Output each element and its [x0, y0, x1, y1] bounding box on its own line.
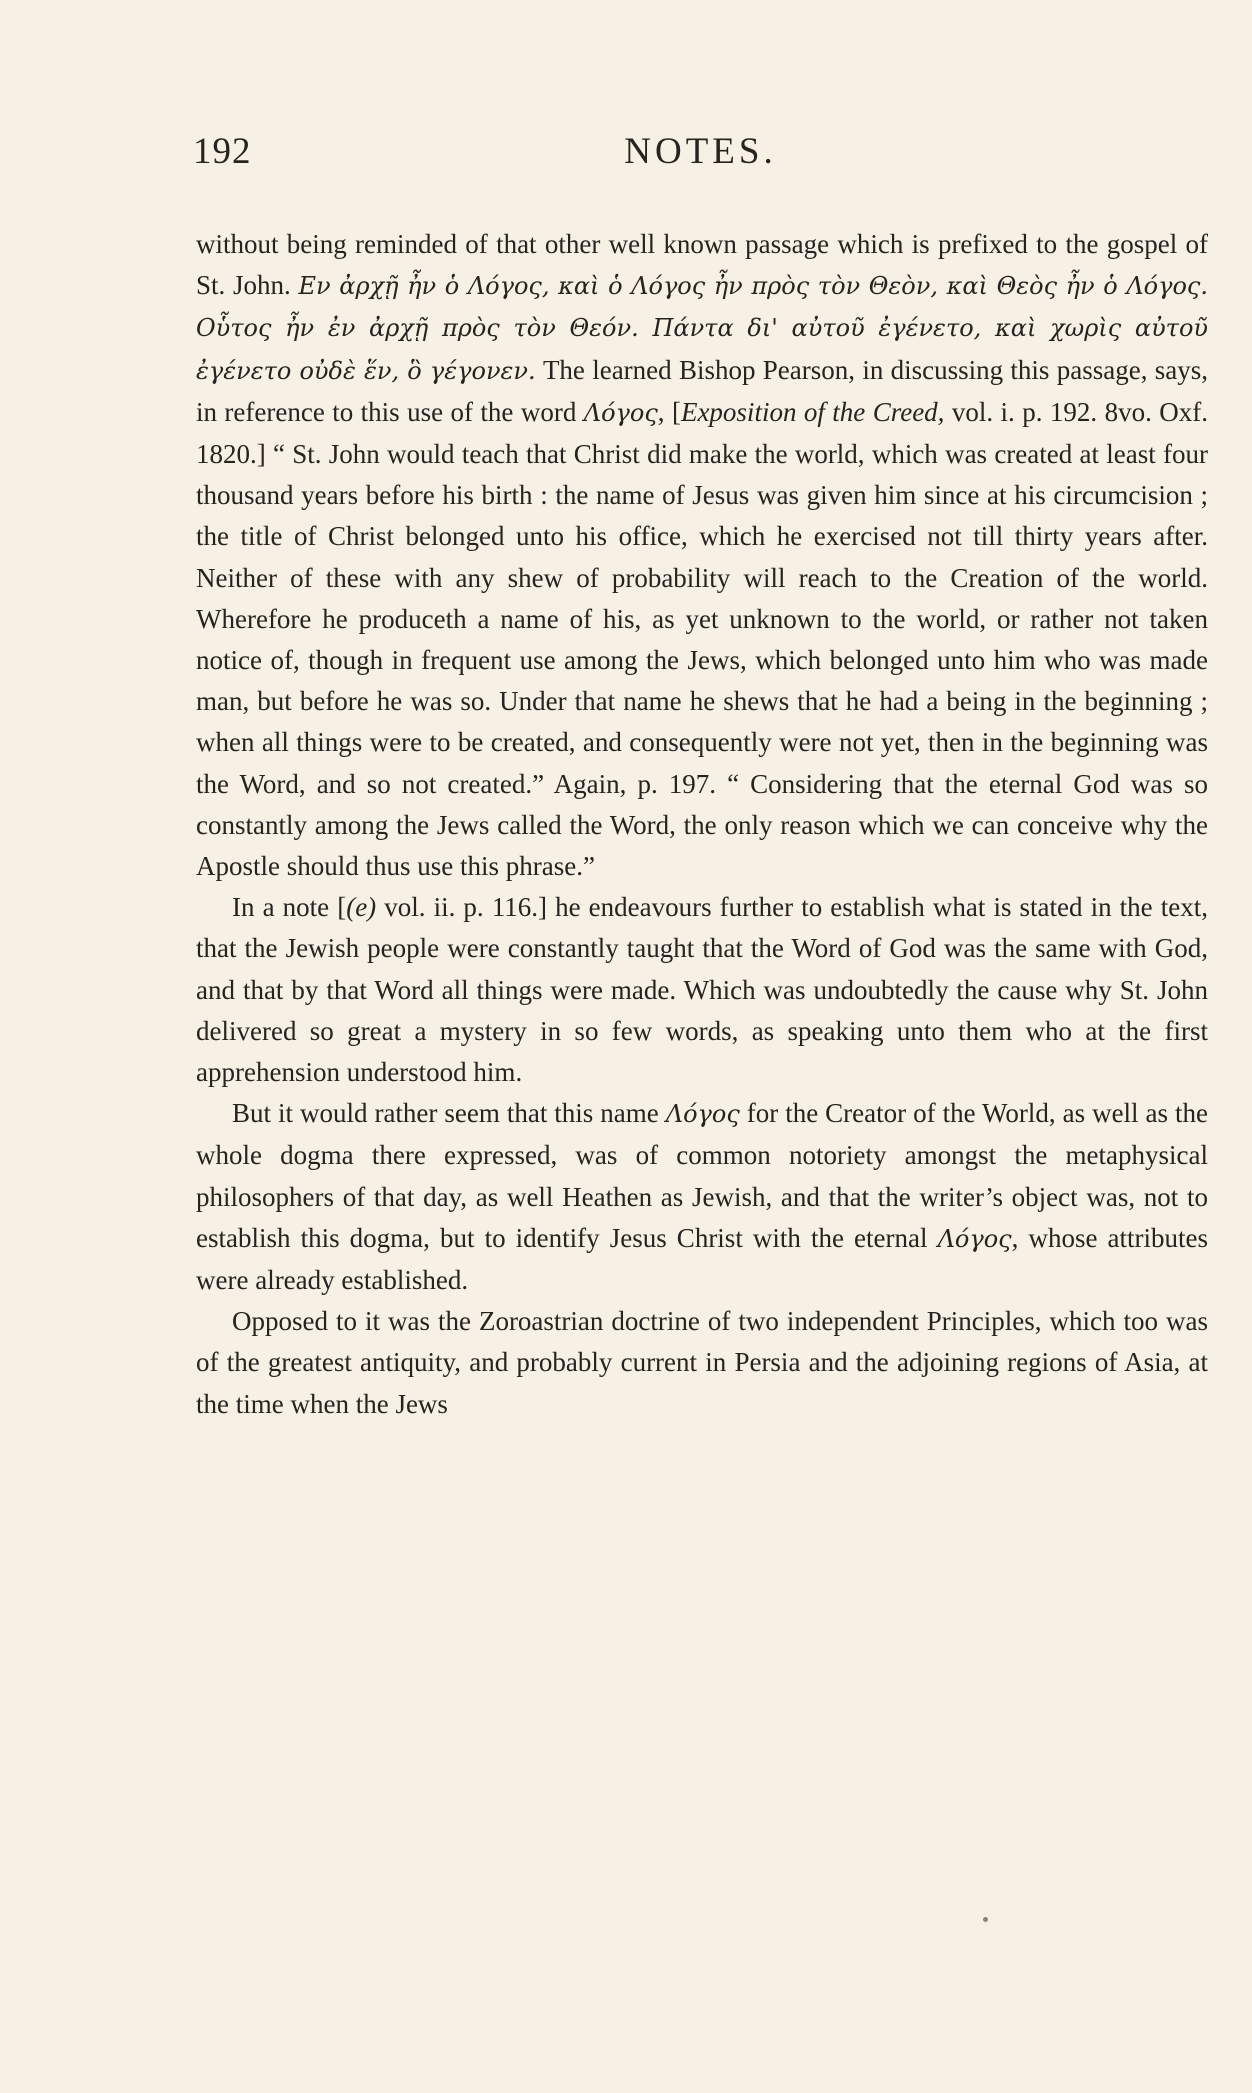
body-text-segment: But it would rather seem that this name: [232, 1098, 666, 1129]
paragraph-p2: [196, 887, 1208, 1093]
body-text-segment: Opposed to it was the Zoroastrian doctrine of two independent Principles, which too was of the greatest antiquity, and probably current in Persia and the adjoining regions of Asia, at the time when the Jews: [196, 1306, 1208, 1419]
page-header: [193, 130, 1208, 180]
body-text-segment: , whose attributes were already established.: [196, 1222, 1208, 1296]
body-text-segment: In a note [: [232, 892, 347, 923]
greek-text: Λόγος: [665, 1100, 740, 1129]
paragraph-p3: [196, 1093, 1208, 1301]
body-text-segment: The learned Bishop Pearson, in discussing this passage, says, in reference to this use of the word: [196, 354, 1209, 427]
greek-text: Λόγος: [937, 1224, 1012, 1253]
notes-body-text: [196, 224, 1208, 1425]
paragraph-p1: [196, 224, 1208, 887]
greek-text: Εν ἀρχῇ ἦν ὁ Λόγος, καὶ ὁ Λόγος ἦν πρὸς τὸν Θεὸν, καὶ Θεὸς ἦν ὁ Λόγος. Οὗτος ἦν ἐν ἀρχῇ πρὸς τὸν Θεόν. Πάντα δι' αὐτοῦ ἐγένετο, καὶ χωρὶς αὐτοῦ ἐγένετο οὐδὲ ἕν, ὃ γέγονεν.: [196, 272, 1208, 385]
body-text-segment: , [: [657, 396, 681, 427]
italic-text: Exposition of the Creed,: [680, 396, 945, 427]
page-number: 192: [193, 131, 252, 172]
running-title: NOTES.: [624, 131, 777, 172]
paper-speck: [983, 1917, 988, 1922]
italic-text: (e): [346, 892, 377, 923]
paragraph-p4: [196, 1301, 1208, 1425]
body-text-segment: for the Creator of the World, as well as the whole dogma there expressed, was of common notoriety amongst the metaphysical philosophers of that day, as well Heathen as Jewish, and that the writer’s object was, not to establish this dogma, but to identify Jesus Christ with the eternal: [196, 1098, 1208, 1253]
body-text-segment: vol. i. p. 192. 8vo. Oxf. 1820.] “ St. John would teach that Christ did make the world, which was created at least four thousand years before his birth : the name of Jesus was given him since at his circumcision ; the title of Christ belonged unto his office, which he exercised not till thirty years after. Neither of these with any shew of probability will reach to the Creation of the world. Wherefore he produceth a name of his, as yet unknown to the world, or rather not taken notice of, though in frequent use among the Jews, which belonged unto him who was made man, but before he was so. Under that name he shews that he had a being in the beginning ; when all things were to be created, and consequently were not yet, then in the beginning was the Word, and so not created.” Again, p. 197. “ Considering that the eternal God was so constantly among the Jews called the Word, the only reason which we can conceive why the Apostle should thus use this phrase.”: [196, 396, 1208, 882]
greek-text: Λόγος: [583, 398, 658, 427]
body-text-segment: without being reminded of that other well known passage which is prefixed to the gospel of St. John.: [196, 229, 1208, 301]
body-text-segment: vol. ii. p. 116.] he endeavours further to establish what is stated in the text, that the Jewish people were constantly taught that the Word of God was the same with God, and that by that Word all things were made. Which was undoubtedly the cause why St. John delivered so great a mystery in so few words, as speaking unto them who at the first apprehension understood him.: [196, 892, 1208, 1088]
